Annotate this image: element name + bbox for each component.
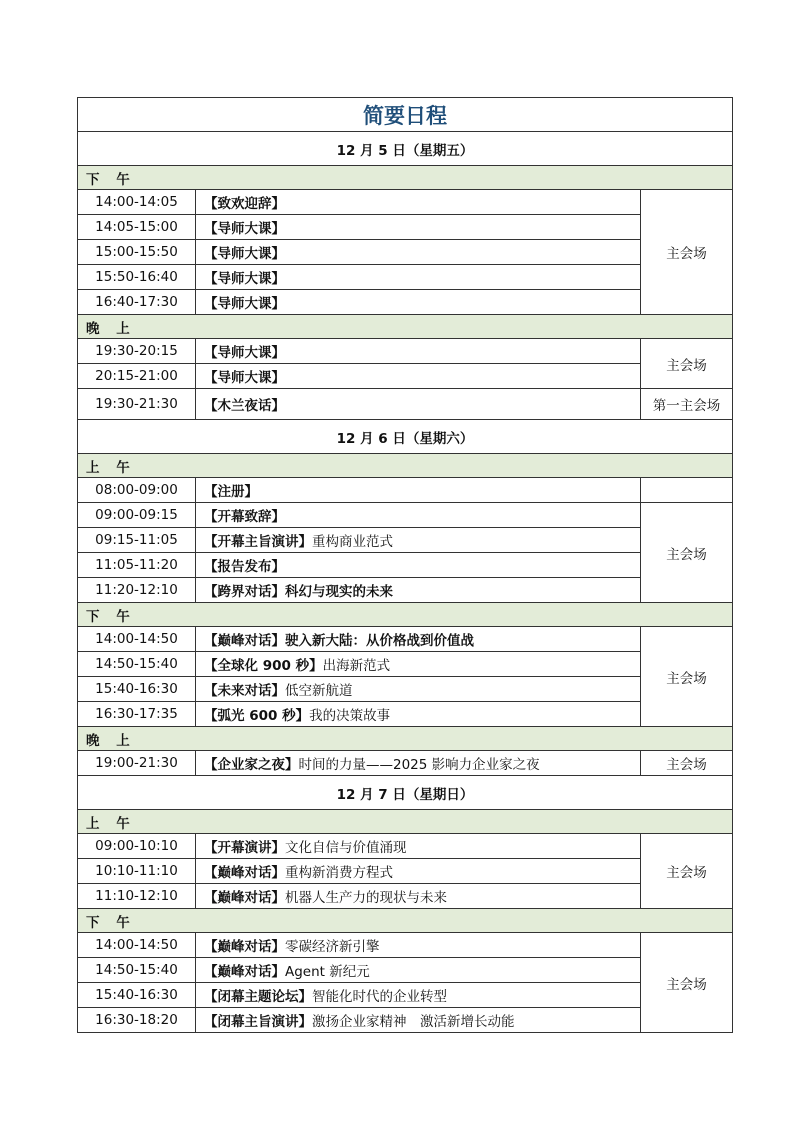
session-tag: 【开幕致辞】 [204,509,285,525]
session-title-cell [196,364,641,389]
session-subject: 零碳经济新引擎 [285,939,380,955]
period-row [78,909,733,933]
session-row [78,339,733,364]
session-time: 14:50-15:40 [78,652,196,677]
session-time: 20:15-21:00 [78,364,196,389]
session-tag: 【跨界对话】科幻与现实的未来 [204,584,393,600]
day-row [78,132,733,166]
period-label: 上 午 [78,454,733,478]
session-tag: 【报告发布】 [204,559,285,575]
session-venue [641,478,733,503]
schedule-title: 简要日程 [78,98,733,132]
period-label: 上 午 [78,810,733,834]
session-title-cell [196,339,641,364]
session-tag: 【巅峰对话】 [204,964,285,980]
session-subject: 我的决策故事 [309,708,391,724]
session-title-cell [196,751,641,776]
session-tag: 【巅峰对话】 [204,890,285,906]
session-row [78,578,733,603]
session-row [78,364,733,389]
session-row [78,503,733,528]
session-venue: 主会场 [641,933,733,1033]
session-time: 16:30-18:20 [78,1008,196,1033]
session-tag: 【导师大课】 [204,296,285,312]
session-venue: 主会场 [641,503,733,603]
session-subject: 时间的力量——2025 影响力企业家之夜 [298,757,540,773]
session-title-cell [196,290,641,315]
session-tag: 【巅峰对话】 [204,865,285,881]
session-venue: 主会场 [641,751,733,776]
session-time: 19:30-20:15 [78,339,196,364]
title-row [78,98,733,132]
session-title-cell [196,553,641,578]
session-subject: Agent 新纪元 [285,964,370,980]
session-row [78,751,733,776]
session-time: 14:00-14:50 [78,627,196,652]
session-tag: 【开幕主旨演讲】 [204,534,312,550]
session-title-cell [196,215,641,240]
session-title-cell [196,677,641,702]
session-tag: 【全球化 900 秒】 [204,658,323,674]
session-row [78,627,733,652]
session-row [78,933,733,958]
session-time: 15:40-16:30 [78,983,196,1008]
session-tag: 【企业家之夜】 [204,757,299,773]
session-venue: 主会场 [641,190,733,315]
session-time: 14:05-15:00 [78,215,196,240]
session-tag: 【导师大课】 [204,221,285,237]
session-venue: 主会场 [641,834,733,909]
session-subject: 文化自信与价值涌现 [285,840,407,856]
period-row [78,315,733,339]
period-row [78,727,733,751]
session-time: 15:00-15:50 [78,240,196,265]
session-title-cell [196,1008,641,1033]
schedule-body [78,98,733,1033]
session-title-cell [196,958,641,983]
session-title-cell [196,478,641,503]
session-row [78,290,733,315]
session-time: 14:00-14:05 [78,190,196,215]
session-row [78,528,733,553]
session-row [78,240,733,265]
day-heading: 12 月 6 日（星期六） [78,420,733,454]
session-time: 10:10-11:10 [78,859,196,884]
session-time: 16:30-17:35 [78,702,196,727]
session-row [78,859,733,884]
period-row [78,810,733,834]
session-row [78,389,733,420]
session-subject: 低空新航道 [285,683,353,699]
session-row [78,884,733,909]
session-subject: 重构新消费方程式 [285,865,393,881]
session-time: 14:00-14:50 [78,933,196,958]
session-time: 16:40-17:30 [78,290,196,315]
day-row [78,776,733,810]
session-title-cell [196,503,641,528]
session-row [78,478,733,503]
period-row [78,603,733,627]
session-row [78,265,733,290]
session-venue: 第一主会场 [641,389,733,420]
session-title-cell [196,389,641,420]
period-label: 下 午 [78,909,733,933]
session-row [78,702,733,727]
session-time: 19:30-21:30 [78,389,196,420]
session-tag: 【闭幕主题论坛】 [204,989,312,1005]
session-tag: 【致欢迎辞】 [204,196,285,212]
period-label: 下 午 [78,166,733,190]
session-subject: 激扬企业家精神 激活新增长动能 [312,1014,515,1030]
session-venue: 主会场 [641,627,733,727]
session-title-cell [196,884,641,909]
day-heading: 12 月 5 日（星期五） [78,132,733,166]
period-label: 下 午 [78,603,733,627]
period-label: 晚 上 [78,727,733,751]
session-tag: 【巅峰对话】驶入新大陆：从价格战到价值战 [204,633,474,649]
session-time: 19:00-21:30 [78,751,196,776]
session-row [78,834,733,859]
period-label: 晚 上 [78,315,733,339]
session-time: 09:00-10:10 [78,834,196,859]
session-title-cell [196,190,641,215]
session-subject: 出海新范式 [322,658,391,674]
session-title-cell [196,933,641,958]
session-time: 15:50-16:40 [78,265,196,290]
session-title-cell [196,834,641,859]
session-row [78,215,733,240]
session-tag: 【导师大课】 [204,271,285,287]
session-title-cell [196,265,641,290]
session-title-cell [196,528,641,553]
day-heading: 12 月 7 日（星期日） [78,776,733,810]
session-time: 15:40-16:30 [78,677,196,702]
session-row [78,677,733,702]
session-title-cell [196,240,641,265]
session-subject: 机器人生产力的现状与未来 [285,890,447,906]
session-tag: 【导师大课】 [204,370,285,386]
session-tag: 【未来对话】 [204,683,285,699]
session-time: 11:10-12:10 [78,884,196,909]
session-title-cell [196,627,641,652]
session-tag: 【巅峰对话】 [204,939,285,955]
schedule-table [77,97,733,1033]
day-row [78,420,733,454]
session-title-cell [196,652,641,677]
session-tag: 【木兰夜话】 [204,398,285,414]
session-title-cell [196,702,641,727]
session-subject: 重构商业范式 [312,534,393,550]
session-time: 09:00-09:15 [78,503,196,528]
session-row [78,958,733,983]
session-title-cell [196,578,641,603]
session-time: 08:00-09:00 [78,478,196,503]
session-tag: 【导师大课】 [204,246,285,262]
session-tag: 【闭幕主旨演讲】 [204,1014,312,1030]
session-time: 09:15-11:05 [78,528,196,553]
session-tag: 【导师大课】 [204,345,285,361]
session-title-cell [196,983,641,1008]
session-tag: 【弧光 600 秒】 [204,708,310,724]
period-row [78,166,733,190]
session-row [78,1008,733,1033]
session-tag: 【开幕演讲】 [204,840,285,856]
session-time: 14:50-15:40 [78,958,196,983]
period-row [78,454,733,478]
session-row [78,190,733,215]
session-subject: 智能化时代的企业转型 [312,989,447,1005]
session-tag: 【注册】 [204,484,258,500]
session-venue: 主会场 [641,339,733,389]
session-title-cell [196,859,641,884]
session-row [78,983,733,1008]
session-time: 11:20-12:10 [78,578,196,603]
session-row [78,652,733,677]
session-time: 11:05-11:20 [78,553,196,578]
session-row [78,553,733,578]
